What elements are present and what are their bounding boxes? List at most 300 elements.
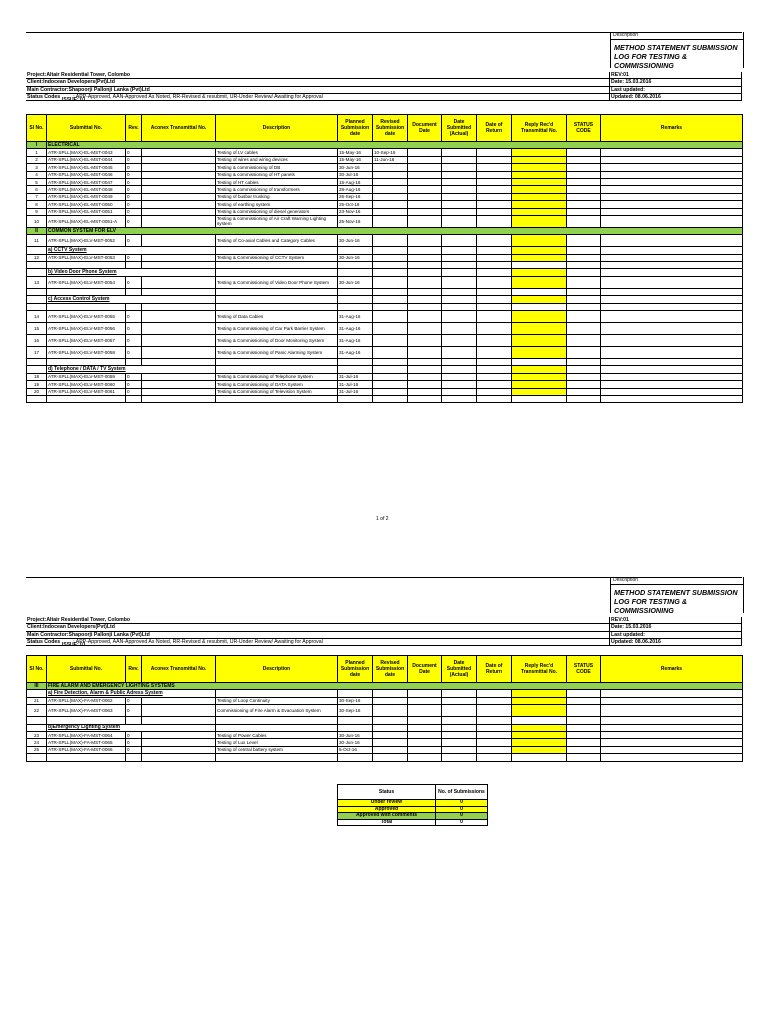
- empty-cell: [338, 395, 373, 402]
- header-remarks: Remarks: [601, 656, 743, 683]
- empty-cell: [512, 288, 567, 295]
- empty-cell: [27, 690, 47, 697]
- reply-transmittal-cell: [512, 254, 567, 261]
- remarks-cell: [601, 156, 743, 163]
- status-code-cell: [567, 311, 601, 323]
- aconex-cell: [142, 381, 216, 388]
- empty-cell: [567, 717, 601, 724]
- date-of-return-cell: [477, 171, 512, 178]
- empty-cell: [373, 754, 408, 761]
- empty-cell: [27, 717, 47, 724]
- title-line-1: METHOD STATEMENT SUBMISSION: [614, 588, 738, 597]
- submittal-no-cell: ATR-SPLL(MAX)-ELV-MST-0061: [47, 388, 126, 395]
- header-description: Description: [216, 115, 338, 142]
- description-cell: Testing & Commissioning of Video Door Phone System: [216, 276, 338, 288]
- empty-cell: [338, 303, 373, 310]
- document-date-cell: [408, 193, 442, 200]
- header-document-date: Document Date: [408, 115, 442, 142]
- date-submitted-cell: [442, 164, 477, 171]
- rev-cell: 0: [126, 381, 142, 388]
- empty-cell: [216, 247, 338, 254]
- header-remarks: Remarks: [601, 115, 743, 142]
- empty-cell: [27, 359, 47, 366]
- section-title: COMMON SYSTEM FOR ELV: [47, 227, 743, 234]
- subsection-row: [27, 296, 743, 303]
- empty-cell: [442, 269, 477, 276]
- date-of-return-cell: [477, 388, 512, 395]
- table-row: [27, 746, 743, 753]
- empty-cell: [601, 724, 743, 731]
- status-code-cell: [567, 254, 601, 261]
- empty-cell: [373, 262, 408, 269]
- planned-date-cell: 30-Sep-16: [338, 697, 373, 704]
- table-row: [27, 335, 743, 347]
- rev-cell: 0: [126, 373, 142, 380]
- document-date-cell: [408, 697, 442, 704]
- empty-cell: [477, 359, 512, 366]
- empty-cell: [442, 717, 477, 724]
- empty-cell: [373, 690, 408, 697]
- reply-transmittal-cell: [512, 335, 567, 347]
- empty-cell: [47, 754, 126, 761]
- subsection-title: b)Emergency Lighting System: [47, 724, 216, 731]
- blank-row: [27, 754, 743, 761]
- revised-date-cell: [373, 373, 408, 380]
- planned-date-cell: 30-Jun-16: [338, 235, 373, 247]
- rev-cell: 0: [126, 276, 142, 288]
- rev-cell: 0: [126, 739, 142, 746]
- remarks-cell: [601, 697, 743, 704]
- empty-cell: [373, 366, 408, 373]
- header-aconex-transmittal-no: Aconex Transmittal No.: [142, 656, 216, 683]
- rev-cell: 0: [126, 335, 142, 347]
- rev-cell: 0: [126, 201, 142, 208]
- remarks-cell: [601, 335, 743, 347]
- empty-cell: [477, 395, 512, 402]
- date-submitted-cell: [442, 335, 477, 347]
- subsection-row: [27, 366, 743, 373]
- submittal-no-cell: ATR-SPLL(MAX)-ELV-MST-0057: [47, 335, 126, 347]
- date-of-return-cell: [477, 347, 512, 359]
- sl-no-cell: 10: [27, 215, 47, 227]
- header-rev: Rev.: [126, 656, 142, 683]
- rev-cell: 0: [126, 193, 142, 200]
- remarks-cell: [601, 739, 743, 746]
- empty-cell: [601, 717, 743, 724]
- planned-date-cell: 31-Jul-16: [338, 388, 373, 395]
- status-code-cell: [567, 705, 601, 717]
- status-code-cell: [567, 193, 601, 200]
- date-submitted-cell: [442, 739, 477, 746]
- date-submitted-cell: [442, 731, 477, 738]
- empty-cell: [442, 247, 477, 254]
- empty-cell: [477, 262, 512, 269]
- date-of-return-cell: [477, 323, 512, 335]
- updated-date: Updated: 08.06.2016: [610, 638, 742, 645]
- status-code-cell: [567, 388, 601, 395]
- empty-cell: [408, 690, 442, 697]
- description-cell: Testing & commissioning of transformers: [216, 186, 338, 193]
- empty-cell: [442, 359, 477, 366]
- empty-cell: [373, 296, 408, 303]
- empty-cell: [142, 717, 216, 724]
- status-code-cell: [567, 697, 601, 704]
- rev-cell: 0: [126, 171, 142, 178]
- table-row: [27, 164, 743, 171]
- planned-date-cell: 31-Jul-16: [338, 373, 373, 380]
- empty-cell: [442, 288, 477, 295]
- section-row: [27, 142, 743, 149]
- submittal-no-cell: ATR-SPLL(MAX)-EL-MST-0044: [47, 156, 126, 163]
- planned-date-cell: 30-Jul-16: [338, 171, 373, 178]
- header-description: Description: [216, 656, 338, 683]
- empty-cell: [27, 269, 47, 276]
- rev-cell: 0: [126, 208, 142, 215]
- date-of-return-cell: [477, 381, 512, 388]
- table-row: [27, 705, 743, 717]
- status-code-cell: [567, 171, 601, 178]
- revised-date-cell: [373, 381, 408, 388]
- document-date-cell: [408, 746, 442, 753]
- description-cell: Testing of Data Cables: [216, 311, 338, 323]
- reply-transmittal-cell: [512, 731, 567, 738]
- empty-cell: [512, 296, 567, 303]
- blank-row: [27, 717, 743, 724]
- description-cell: Testing of Co-axial Cables and Category Cables: [216, 235, 338, 247]
- sl-no-cell: 3: [27, 164, 47, 171]
- remarks-cell: [601, 171, 743, 178]
- date-of-return-cell: [477, 746, 512, 753]
- sl-no-cell: 12: [27, 254, 47, 261]
- submittal-no-cell: ATR-SPLL(MAX)-ELV-MST-0055: [47, 311, 126, 323]
- status-code-cell: [567, 149, 601, 156]
- remarks-cell: [601, 178, 743, 185]
- empty-cell: [216, 269, 338, 276]
- summary-status-label: Total: [338, 819, 436, 826]
- contractor-name: Main Contractor:Shapoorji Pallonji Lanka (Pvt)Ltd: [26, 631, 610, 638]
- rev-cell: 0: [126, 235, 142, 247]
- reply-transmittal-cell: [512, 201, 567, 208]
- date-of-return-cell: [477, 215, 512, 227]
- document-date-cell: [408, 381, 442, 388]
- rev-cell: 0: [126, 178, 142, 185]
- date-of-return-cell: [477, 201, 512, 208]
- empty-cell: [512, 366, 567, 373]
- planned-date-cell: 30-Jun-16: [338, 739, 373, 746]
- status-code-cell: [567, 156, 601, 163]
- document-date-cell: [408, 323, 442, 335]
- reply-transmittal-cell: [512, 373, 567, 380]
- remarks-cell: [601, 186, 743, 193]
- empty-cell: [216, 288, 338, 295]
- subsection-title: a) Fire Detection, Alarm & Public Adress System: [47, 690, 216, 697]
- description-cell: Testing & commissioning of HT panels: [216, 171, 338, 178]
- date-of-return-cell: [477, 208, 512, 215]
- subsection-title: d) Telephone / DATA / TV System: [47, 366, 216, 373]
- description-cell: Testing & Commissioning of Door Monitoring System: [216, 335, 338, 347]
- remarks-cell: [601, 388, 743, 395]
- document-date-cell: [408, 235, 442, 247]
- document-date-cell: [408, 311, 442, 323]
- empty-cell: [27, 303, 47, 310]
- status-codes-label: Status Codes: [27, 94, 61, 101]
- table-row: [27, 373, 743, 380]
- status-code-cell: [567, 731, 601, 738]
- submittal-no-cell: ATR-SPLL(MAX)-EL-MST-0043: [47, 149, 126, 156]
- document-date-cell: [408, 186, 442, 193]
- reply-transmittal-cell: [512, 347, 567, 359]
- last-updated-label: Last updated:: [610, 631, 742, 638]
- aconex-cell: [142, 311, 216, 323]
- date-submitted-cell: [442, 276, 477, 288]
- empty-cell: [567, 247, 601, 254]
- date-submitted-cell: [442, 171, 477, 178]
- empty-cell: [338, 262, 373, 269]
- section-number: III: [27, 683, 47, 690]
- header-status-code: STATUS CODE: [567, 656, 601, 683]
- sl-no-cell: 16: [27, 335, 47, 347]
- empty-cell: [512, 717, 567, 724]
- empty-cell: [512, 690, 567, 697]
- aconex-cell: [142, 347, 216, 359]
- status-codes-text: : APP-Approved, AAN-Approved As Noted, RR-Revised & resubmit, UR-Under Review/ Awaiting for Approval: [73, 94, 323, 101]
- empty-cell: [216, 359, 338, 366]
- empty-cell: [338, 754, 373, 761]
- header-sl-no: Sl No.: [27, 115, 47, 142]
- reply-transmittal-cell: [512, 171, 567, 178]
- empty-cell: [408, 717, 442, 724]
- planned-date-cell: 30-Jun-16: [338, 731, 373, 738]
- document-date-cell: [408, 254, 442, 261]
- status-code-cell: [567, 276, 601, 288]
- reply-transmittal-cell: [512, 705, 567, 717]
- empty-cell: [338, 247, 373, 254]
- empty-cell: [601, 359, 743, 366]
- description-cell: Testing of earthing system: [216, 201, 338, 208]
- description-cell: Testing of LV cables: [216, 149, 338, 156]
- sl-no-cell: 22: [27, 705, 47, 717]
- empty-cell: [408, 303, 442, 310]
- planned-date-cell: 26-Sep-16: [338, 193, 373, 200]
- aconex-cell: [142, 335, 216, 347]
- status-codes-label: Status Codes: [27, 639, 61, 646]
- empty-cell: [512, 247, 567, 254]
- submittal-no-cell: ATR-SPLL(MAX)-EL-MST-0045: [47, 164, 126, 171]
- table-row: [27, 347, 743, 359]
- remarks-cell: [601, 311, 743, 323]
- empty-cell: [27, 296, 47, 303]
- date-submitted-cell: [442, 705, 477, 717]
- description-cell: Commissioning of Fire Alarm & Evacuation System: [216, 705, 338, 717]
- header-submittal-no: Submittal No.: [47, 656, 126, 683]
- header-revised-date: Revised Submission date: [373, 656, 408, 683]
- updated-date: Updated: 08.06.2016: [610, 93, 742, 100]
- reply-transmittal-cell: [512, 193, 567, 200]
- planned-date-cell: 30-Jun-16: [338, 276, 373, 288]
- empty-cell: [373, 288, 408, 295]
- revised-date-cell: [373, 235, 408, 247]
- date-of-return-cell: [477, 335, 512, 347]
- sl-no-cell: 7: [27, 193, 47, 200]
- empty-cell: [373, 269, 408, 276]
- empty-cell: [47, 717, 126, 724]
- submittal-no-cell: ATR-SPLL(MAX)-FA-MST-0062: [47, 697, 126, 704]
- date-submitted-cell: [442, 373, 477, 380]
- planned-date-cell: 15-May-16: [338, 149, 373, 156]
- summary-header-count: No. of Submissions: [436, 785, 488, 800]
- status-code-cell: [567, 739, 601, 746]
- submission-log-table: [26, 114, 743, 403]
- empty-cell: [126, 359, 142, 366]
- description-cell: Testing & Commissioning of Car Park Barrier System: [216, 323, 338, 335]
- empty-cell: [442, 262, 477, 269]
- empty-cell: [216, 754, 338, 761]
- empty-cell: [47, 359, 126, 366]
- empty-cell: [126, 754, 142, 761]
- planned-date-cell: 15-Aug-16: [338, 178, 373, 185]
- description-cell: Testing & commissioning of Air Craft Warning Lighting system: [216, 215, 338, 227]
- remarks-cell: [601, 373, 743, 380]
- revised-date-cell: [373, 388, 408, 395]
- sl-no-cell: 2: [27, 156, 47, 163]
- table-row: [27, 323, 743, 335]
- status-code-cell: [567, 208, 601, 215]
- remarks-cell: [601, 164, 743, 171]
- header-reply-transmittal-no: Reply Rec'd Transmittal No.: [512, 115, 567, 142]
- empty-cell: [216, 690, 338, 697]
- aconex-cell: [142, 201, 216, 208]
- document-title: [611, 40, 743, 68]
- blank-row: [27, 395, 743, 402]
- client-name: Client:Indocean Developers(Pvt)Ltd: [26, 624, 610, 631]
- empty-cell: [601, 262, 743, 269]
- empty-cell: [126, 395, 142, 402]
- submittal-no-cell: ATR-SPLL(MAX)-EL-MST-0046: [47, 171, 126, 178]
- empty-cell: [47, 395, 126, 402]
- revised-date-cell: [373, 193, 408, 200]
- section-row: [27, 683, 743, 690]
- submittal-no-cell: ATR-SPLL(MAX)-ELV-MST-0054: [47, 276, 126, 288]
- remarks-cell: [601, 208, 743, 215]
- summary-status-label: Approved: [338, 806, 436, 813]
- reply-transmittal-cell: [512, 697, 567, 704]
- empty-cell: [216, 303, 338, 310]
- document-date-cell: [408, 731, 442, 738]
- document-date-cell: [408, 276, 442, 288]
- document-date-cell: [408, 373, 442, 380]
- description-cell: Testing & Commissioning of Telephone System: [216, 373, 338, 380]
- blank-row: [27, 288, 743, 295]
- status-code-cell: [567, 323, 601, 335]
- document-date-cell: [408, 149, 442, 156]
- section-number: I: [27, 142, 47, 149]
- empty-cell: [47, 288, 126, 295]
- empty-cell: [512, 754, 567, 761]
- page-number: 1 of 2: [376, 516, 389, 522]
- blank-row: [27, 303, 743, 310]
- status-code-cell: [567, 201, 601, 208]
- table-row: [27, 178, 743, 185]
- revised-date-cell: [373, 164, 408, 171]
- submittal-no-cell: ATR-SPLL(MAX)-ELV-MST-0058: [47, 347, 126, 359]
- empty-cell: [477, 366, 512, 373]
- empty-cell: [27, 262, 47, 269]
- reply-transmittal-cell: [512, 235, 567, 247]
- section-number: II: [27, 227, 47, 234]
- table-row: [27, 381, 743, 388]
- empty-cell: [442, 296, 477, 303]
- date-submitted-cell: [442, 311, 477, 323]
- document-date-cell: [408, 171, 442, 178]
- reply-transmittal-cell: [512, 178, 567, 185]
- revised-date-cell: [373, 201, 408, 208]
- project-name: Project:Altair Residential Tower, Colombo: [26, 72, 610, 79]
- empty-cell: [477, 724, 512, 731]
- empty-cell: [47, 303, 126, 310]
- planned-date-cell: 31-Aug-16: [338, 347, 373, 359]
- section-title: ELECTRICAL: [47, 142, 743, 149]
- sl-no-cell: 11: [27, 235, 47, 247]
- description-cell: Testing of wires and wiring devices: [216, 156, 338, 163]
- sl-no-cell: 25: [27, 746, 47, 753]
- table-row: [27, 156, 743, 163]
- rev-cell: 0: [126, 149, 142, 156]
- document-date-cell: [408, 208, 442, 215]
- sl-no-cell: 15: [27, 323, 47, 335]
- revised-date-cell: 10-Sep-16: [373, 149, 408, 156]
- planned-date-cell: 25-Nov-16: [338, 215, 373, 227]
- planned-date-cell: 31-Jul-16: [338, 381, 373, 388]
- empty-cell: [477, 288, 512, 295]
- table-row: [27, 186, 743, 193]
- date-of-return-cell: [477, 186, 512, 193]
- header-row: [27, 656, 743, 683]
- description-cell: Testing & Commissioning of CCTV System: [216, 254, 338, 261]
- table-row: [27, 235, 743, 247]
- planned-date-cell: 23-Nov-16: [338, 208, 373, 215]
- summary-status-label: Under review: [338, 800, 436, 807]
- sl-no-cell: 13: [27, 276, 47, 288]
- empty-cell: [601, 303, 743, 310]
- remarks-cell: [601, 381, 743, 388]
- empty-cell: [442, 395, 477, 402]
- submittal-no-cell: ATR-SPLL(MAX)-EL-MST-0047: [47, 178, 126, 185]
- submittal-no-cell: ATR-SPLL(MAX)-ELV-MST-0059: [47, 373, 126, 380]
- empty-cell: [126, 717, 142, 724]
- reply-transmittal-cell: [512, 186, 567, 193]
- empty-cell: [216, 366, 338, 373]
- date-submitted-cell: [442, 186, 477, 193]
- revised-date-cell: [373, 186, 408, 193]
- revised-date-cell: [373, 705, 408, 717]
- date-submitted-cell: [442, 156, 477, 163]
- aconex-cell: [142, 697, 216, 704]
- reply-transmittal-cell: [512, 388, 567, 395]
- empty-cell: [512, 359, 567, 366]
- empty-cell: [216, 395, 338, 402]
- empty-cell: [601, 296, 743, 303]
- revised-date-cell: [373, 208, 408, 215]
- empty-cell: [142, 395, 216, 402]
- title-box: [610, 577, 744, 613]
- description-cell: Testing & commissioning of diesel generators: [216, 208, 338, 215]
- date-of-return-cell: [477, 373, 512, 380]
- rev-cell: 0: [126, 388, 142, 395]
- submittal-no-cell: ATR-SPLL(MAX)-EL-MST-0049: [47, 193, 126, 200]
- empty-cell: [408, 288, 442, 295]
- status-code-cell: [567, 335, 601, 347]
- empty-cell: [27, 288, 47, 295]
